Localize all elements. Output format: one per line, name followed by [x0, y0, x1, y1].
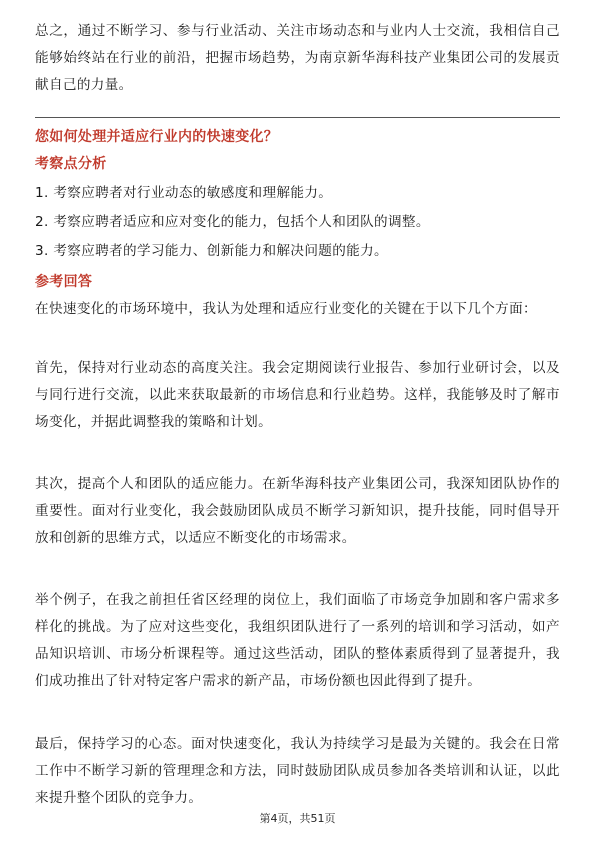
answer-paragraph-5: 最后，保持学习的心态。面对快速变化，我认为持续学习是最为关键的。我会在日常工作中不断学习新的管理理念和方法，同时鼓励团队成员参加各类培训和认证，以此来提升整个团队的竞争力。	[35, 736, 560, 806]
section-divider	[35, 117, 560, 118]
analysis-heading: 考察点分析	[35, 156, 107, 172]
question-title: 您如何处理并适应行业内的快速变化？	[35, 129, 279, 145]
answer-paragraph-2: 首先，保持对行业动态的高度关注。我会定期阅读行业报告、参加行业研讨会，以及与同行进行交流，以此来获取最新的市场信息和行业趋势。这样，我能够及时了解市场变化，并据此调整我的策略和计划。	[35, 360, 560, 430]
analysis-item-1: 1. 考察应聘者对行业动态的敏感度和理解能力。	[35, 185, 333, 201]
answer-paragraph-4: 举个例子，在我之前担任省区经理的岗位上，我们面临了市场竞争加剧和客户需求多样化的挑战。为了应对这些变化，我组织团队进行了一系列的培训和学习活动，如产品知识培训、市场分析课程等。通过这些活动，团队的整体素质得到了显著提升，我们成功推出了针对特定客户需求的新产品，市场份额也因此得到了提升。	[35, 592, 560, 689]
intro-paragraph: 总之，通过不断学习、参与行业活动、关注市场动态和与业内人士交流，我相信自己能够始终站在行业的前沿，把握市场趋势，为南京新华海科技产业集团公司的发展贡献自己的力量。	[35, 23, 560, 93]
analysis-item-2: 2. 考察应聘者适应和应对变化的能力，包括个人和团队的调整。	[35, 214, 430, 230]
page-number-footer: 第4页，共51页	[259, 812, 336, 825]
answer-heading: 参考回答	[35, 274, 93, 290]
analysis-item-3: 3. 考察应聘者的学习能力、创新能力和解决问题的能力。	[35, 243, 388, 259]
answer-paragraph-1: 在快速变化的市场环境中，我认为处理和适应行业变化的关键在于以下几个方面：	[35, 301, 537, 317]
answer-paragraph-3: 其次，提高个人和团队的适应能力。在新华海科技产业集团公司，我深知团队协作的重要性。面对行业变化，我会鼓励团队成员不断学习新知识，提升技能，同时倡导开放和创新的思维方式，以适应不断变化的市场需求。	[35, 476, 560, 546]
